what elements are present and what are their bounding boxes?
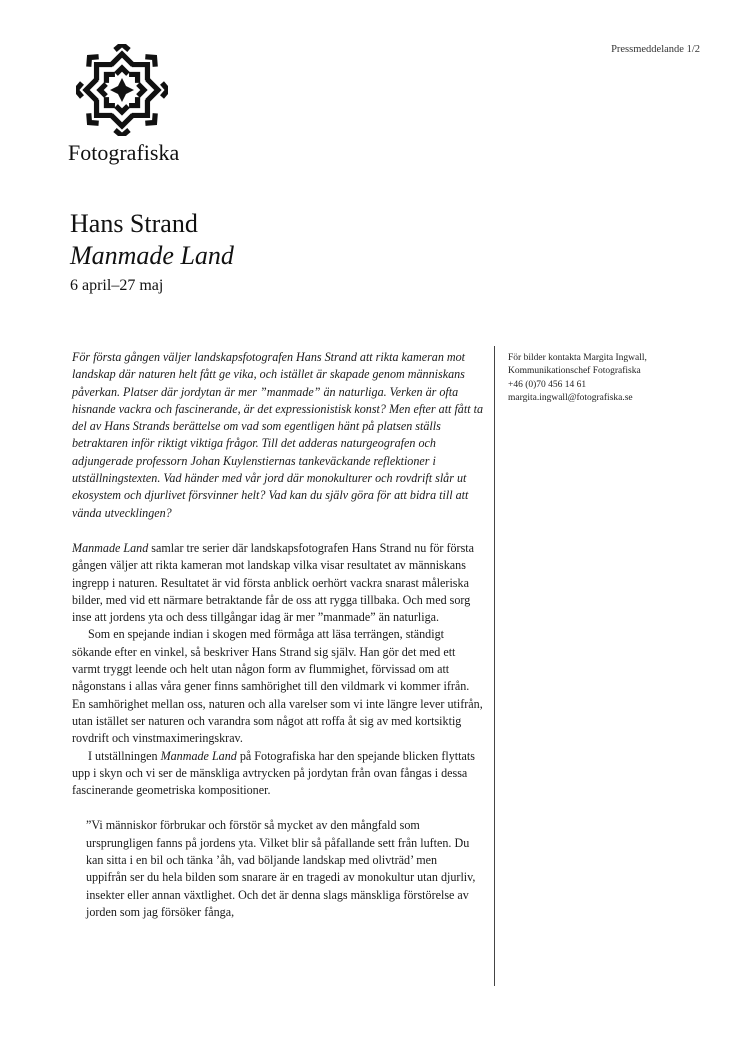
contact-email[interactable]: margita.ingwall@fotografiska.se <box>508 393 633 404</box>
paragraph-1 <box>72 540 484 626</box>
artist-name: Hans Strand <box>70 209 198 238</box>
main-text <box>72 349 484 921</box>
exhibition-dates: 6 april–27 maj <box>70 277 164 294</box>
fotografiska-logo <box>70 44 190 166</box>
contact-info <box>508 352 708 406</box>
exhibition-title: Manmade Land <box>70 241 234 270</box>
logo-wordmark: Fotografiska <box>68 140 180 165</box>
exhibition-title-inline: Manmade Land <box>160 748 237 763</box>
lead-paragraph: För första gången väljer landskapsfotografen Hans Strand att rikta kameran mot landskap där naturen helt fått ge vika, och istället är skapade genom människans påverkan. Platser där jordytan är mer ”manmade” än naturliga. Verken är ofta hisnande vackra och fascinerande, är det expressionistisk konst? Men efter att fått ta del av Hans Strands berättelse om vad som egentligen hänt på platsen ställs betraktaren inför riktigt viktiga frågor. Till det adderas naturgeografen och adjungerade professorn Johan Kuylenstiernas tankeväckande reflektioner i utställningstexten. Vad händer med vår jord där monokulturer och rovdrift slår ut ekosystem och djurlivet försvinner helt? Vad kan du själv göra för att bidra till att vända utvecklingen? <box>72 350 483 520</box>
contact-phone: +46 (0)70 456 14 61 <box>508 379 587 390</box>
exhibition-title-inline: Manmade Land <box>72 540 149 555</box>
contact-line-2: Kommunikationschef Fotografiska <box>508 366 641 377</box>
title-block <box>70 208 234 298</box>
column-divider <box>494 346 495 986</box>
paragraph-2: Som en spejande indian i skogen med förmåga att läsa terrängen, ständigt sökande efter en vinkel, så beskriver Hans Strand sig själv. Han gör det med ett varmt tryggt leende och helt utan någon form av flummighet, förvissad om att någonstans i allas våra gener finns samhörighet till den vildmark vi kommer ifrån. En samhörighet mellan oss, naturen och alla varelser som vi inte längre lever utifrån, utan istället ser naturen och varandra som något att roffa åt sig av med kortsiktig rovdrift och vinstmaximeringskrav. <box>72 627 483 746</box>
paragraph-3 <box>72 748 484 800</box>
page-label: Pressmeddelande 1/2 <box>611 44 700 55</box>
contact-line-1: För bilder kontakta Margita Ingwall, <box>508 353 647 363</box>
fotografiska-star-logo-icon <box>76 44 168 136</box>
quote-paragraph: ”Vi människor förbrukar och förstör så mycket av den mångfald som ursprungligen fanns på jordens yta. Vilket blir så påfallande sett från luften. Du kan sitta i en bil och tänka ’åh, vad böljande landskap med olivträd’ men uppifrån ser du hela bilden som snarare är en tragedi av monokultur utan djurliv, insekter eller annan växtlighet. Och det är denna slags mänskliga förstörelse av jorden som jag försöker fånga, <box>86 818 476 919</box>
paragraph-3-text-a: I utställningen <box>88 748 161 763</box>
paragraph-3-text-b: på Fotografiska har den spejande blicken flyttats upp i skyn och vi ser de mänskliga avtrycken på jordytan från ovan fångas i dessa fascinerande geometriska kompositioner. <box>72 748 475 798</box>
paragraph-1-text: samlar tre serier där landskapsfotografen Hans Strand nu för första gången väljer att rikta kameran mot landskap vilka visar resultatet av människans ingrepp i naturen. Resultatet är vid första anblick oerhört vackra snarast måleriska bilder, med vid ett närmare betraktande får de oss att rygga tillbaka. Och med sorg inse att jordens yta och dess tillgångar idag är mer ”manmade” än naturliga. <box>72 540 475 625</box>
